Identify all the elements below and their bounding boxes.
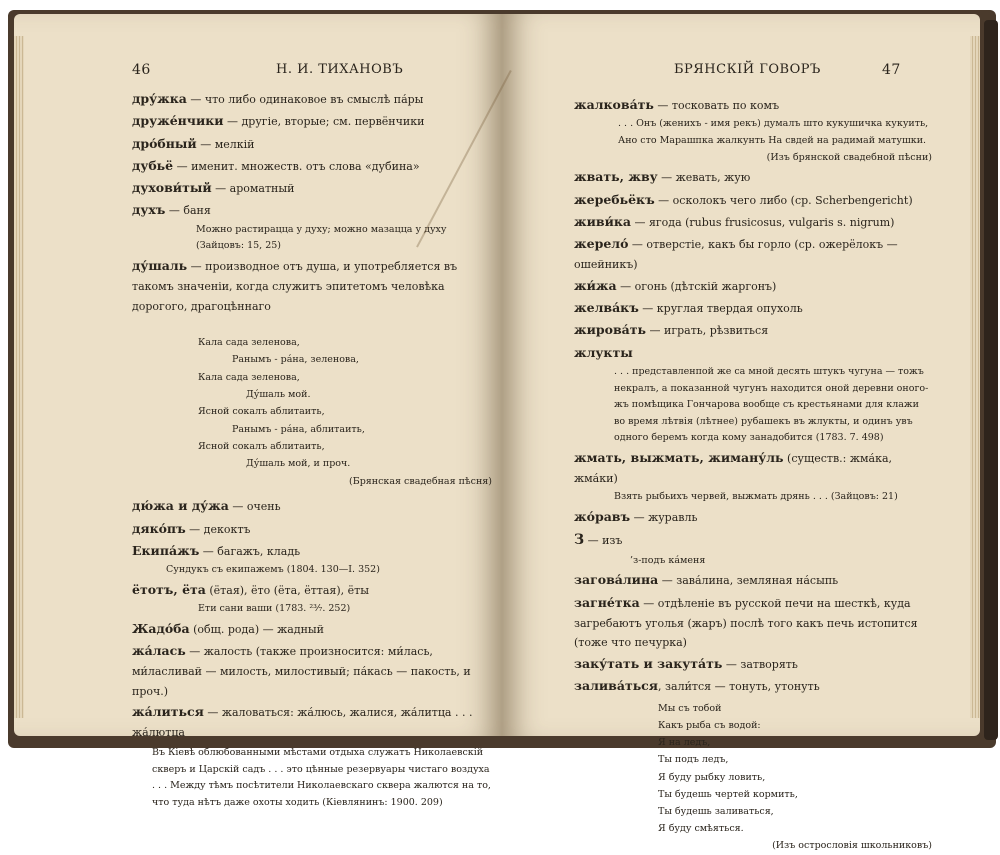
citation: Можно растирацца у духу; можно мазацца у духу (Зайцовъ: 15, 25): [196, 223, 447, 252]
right-page: [502, 14, 980, 851]
page-number-left: 46: [132, 62, 151, 78]
verse-block: [658, 700, 932, 838]
entry: дубьё — именит. множеств. отъ слова «дубина»: [132, 157, 420, 173]
entry: ду́шаль — производное отъ душа, и употребляется въ такомъ значеніи, когда служитъ эпитетомъ человѣка дорогого, драгоцѣннаго: [132, 257, 458, 313]
verse-line: Ты подъ ледъ,: [658, 754, 729, 766]
entry: жеребьёкъ — осколокъ чего либо (ср. Scherbengericht): [574, 191, 913, 207]
citation: Сундукъ съ екипажемъ (1804. 130—I. 352): [166, 564, 380, 576]
verse-line: Ты будешь заливаться,: [658, 806, 774, 818]
entry: жо́равъ — журавль: [574, 508, 698, 524]
entry: жи́жа — огонь (дѣтскій жаргонъ): [574, 277, 777, 293]
entry: дро́бный — мелкій: [132, 135, 255, 151]
verse-line: Ранымъ - ра́на, аблитаить,: [232, 423, 365, 435]
quotation: Въ Кіевѣ облюбованными мѣстами отдыха служатъ Николаевскій скверъ и Царскій садъ . . . это цѣнные резервуары чистаго воздуха . . . Между тѣмъ посѣтители Николаевскаго сквера жалются на то, что туда нѣтъ даже охоты ходить (Кіевлянинъ: 1900. 209): [152, 747, 491, 808]
page-stack-right: [970, 36, 980, 718]
entry: дяко́пъ — декоктъ: [132, 520, 251, 536]
entry: ётотъ, ёта (ётая), ёто (ёта, ёттая), ёты: [132, 581, 370, 597]
entry: дю́жа и ду́жа — очень: [132, 498, 281, 514]
page-stack-left: [14, 36, 24, 718]
entry: духови́тый — ароматный: [132, 180, 295, 195]
entry: Жадо́ба (общ. рода) — жадный: [132, 620, 325, 636]
verse-line: Какъ рыба съ водой:: [658, 719, 761, 731]
verse-line: Ты будешь чертей кормить,: [658, 788, 798, 800]
citation: . . . Онъ (женихъ - имя рекъ) думалъ што кукушичка кукуить, Ано сто Марашпка жалкунть На свдей на радимай матушки.: [618, 118, 929, 146]
cover-spine-edge: [984, 20, 998, 740]
citation: Взять рыбьихъ червей, выжмать дрянь . . . (Зайцовъ: 21): [614, 490, 898, 502]
citation: . . . представленпой же са мной десять штукъ чугуна — тожъ некралъ, а показанной чугунъ находится оной деревни оного-жъ помѣщика Гончарова вообще съ крестьянами для клажи во время лѣтвія (лѣтнее) рубашекъ въ жлукты, и одинъ увъ одного беремъ когда кому занадобится (1783. 7. 498): [614, 365, 929, 444]
entry: Екипа́жъ — багажъ, кладь: [132, 542, 301, 558]
verse-line: Кала сада зеленова,: [198, 337, 300, 349]
verse-line: Я на ледъ,: [658, 737, 711, 749]
left-page: [14, 14, 502, 808]
entry: залива́ться, зали́тся — тонуть, утонуть: [574, 678, 820, 694]
verse-line: Я буду рыбку ловить,: [658, 771, 766, 783]
entry: жвать, жву — жевать, жую: [574, 169, 751, 185]
citation: Ети сани ваши (1783. ²³⁄₇. 252): [198, 602, 351, 614]
verse-line: Я буду смѣяться.: [658, 823, 744, 835]
verse-source: (Брянская свадебная пѣсня): [349, 476, 492, 488]
entry: жерело́ — отверстіе, какъ бы горло (ср. ожерёлокъ — ошейникъ): [574, 236, 898, 272]
running-head-right: БРЯНСКІЙ ГОВОРЪ: [674, 62, 821, 77]
entry: живи́ка — ягода (rubus frusicosus, vulgaris s. nigrum): [574, 213, 895, 229]
entry: жмать, выжмать, жиману́ль (существ.: жма́ка, жма́ки): [574, 450, 893, 486]
citation-source: (Изъ брянской свадебной пѣсни): [766, 151, 932, 163]
verse-line: Ду́шаль мой, и проч.: [246, 458, 351, 470]
entry: дру́жка — что либо одинаковое въ смыслѣ па́ры: [132, 91, 424, 106]
verse-line: Ранымъ - ра́на, зеленова,: [232, 354, 359, 366]
entry: жирова́ть — играть, рѣзвиться: [574, 322, 769, 338]
verse-line: Ясной сокалъ аблитаить,: [198, 406, 325, 418]
right-text-column: [574, 94, 932, 855]
verse-line: Ясной сокалъ аблитаить,: [198, 440, 325, 452]
verse-line: Ду́шаль мой.: [246, 389, 311, 400]
entry: загова́лина — зава́лина, земляная на́сыпь: [574, 572, 839, 588]
verse-line: Мы съ тобой: [658, 702, 722, 714]
verse-source: (Изъ острословія школьниковъ): [772, 839, 932, 851]
page-number-right: 47: [882, 62, 901, 78]
left-text-column: [132, 88, 492, 812]
running-head-left: Н. И. ТИХАНОВЪ: [276, 62, 404, 77]
entry: загне́тка — отдѣленіе въ русской печи на шесткѣ, куда загребаютъ уголья (жаръ) послѣ того какъ печь истопится (тоже что печурка): [574, 594, 918, 650]
entry: З — изъ: [574, 531, 623, 548]
entry: жлукты: [574, 344, 633, 360]
entry: жалкова́ть — тосковать по комъ: [574, 97, 780, 112]
entry: друже́нчики — другіе, вторые; см. первёнчики: [132, 113, 425, 129]
verse-block: [198, 334, 492, 491]
entry: заку́тать и закута́ть — затворять: [574, 656, 798, 671]
citation: ’з-подъ ка́меня: [630, 554, 706, 566]
entry: желва́къ — круглая твердая опухоль: [574, 300, 803, 316]
entry: жа́литься — жаловаться: жа́люсь, жалися, жа́литца . . . жа́лютца: [132, 704, 473, 740]
verse-line: Кала сада зеленова,: [198, 371, 300, 383]
entry: жа́лась — жалость (также произносится: ми́лась, ми́ласливай — милость, милостивый; па́кась — пакость, и проч.): [132, 642, 471, 698]
entry: духъ — баня: [132, 202, 211, 218]
